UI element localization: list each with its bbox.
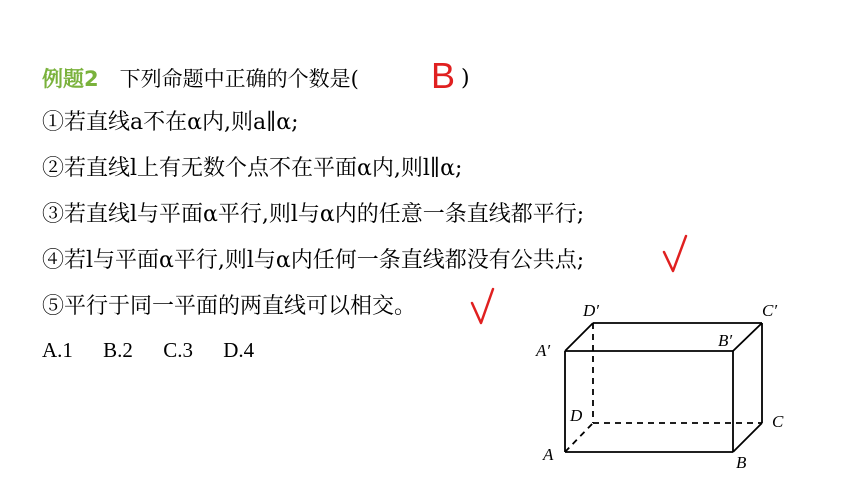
vertex-label-b1: B′ — [718, 331, 733, 350]
answer-options — [42, 335, 279, 365]
edge-ad — [565, 423, 593, 452]
statement-4: ④若l与平面α平行,则l与α内任何一条直线都没有公共点; — [42, 248, 585, 273]
question-header — [42, 64, 359, 95]
option-c: C.3 — [163, 338, 193, 362]
vertex-label-a1: A′ — [536, 341, 551, 360]
question-stem: 下列命题中正确的个数是( — [119, 67, 359, 91]
statement-2: ②若直线l上有无数个点不在平面α内,则l∥α; — [42, 156, 463, 181]
vertex-label-a: A — [543, 445, 554, 464]
check-mark-icon — [470, 287, 496, 327]
option-a: A.1 — [42, 338, 73, 362]
cuboid-figure — [530, 290, 830, 480]
answer-mark: B — [431, 55, 456, 96]
option-d: D.4 — [223, 338, 255, 362]
vertex-label-b: B — [736, 453, 747, 472]
vertex-label-d1: D′ — [583, 301, 599, 320]
option-b: B.2 — [103, 338, 133, 362]
statement-3: ③若直线l与平面α平行,则l与α内的任意一条直线都平行; — [42, 202, 585, 227]
close-paren: ) — [461, 66, 470, 91]
vertex-label-c: C — [772, 412, 784, 431]
edge-b1c1 — [733, 323, 762, 351]
statement-5: ⑤平行于同一平面的两直线可以相交。 — [42, 294, 417, 319]
vertex-label-d: D — [570, 406, 583, 425]
edge-bc — [733, 423, 762, 452]
example-label: 例题2 — [42, 67, 99, 91]
check-mark-icon — [662, 234, 688, 274]
vertex-label-c1: C′ — [762, 301, 778, 320]
statement-1: ①若直线a不在α内,则a∥α; — [42, 110, 299, 135]
edge-a1d1 — [565, 323, 593, 351]
